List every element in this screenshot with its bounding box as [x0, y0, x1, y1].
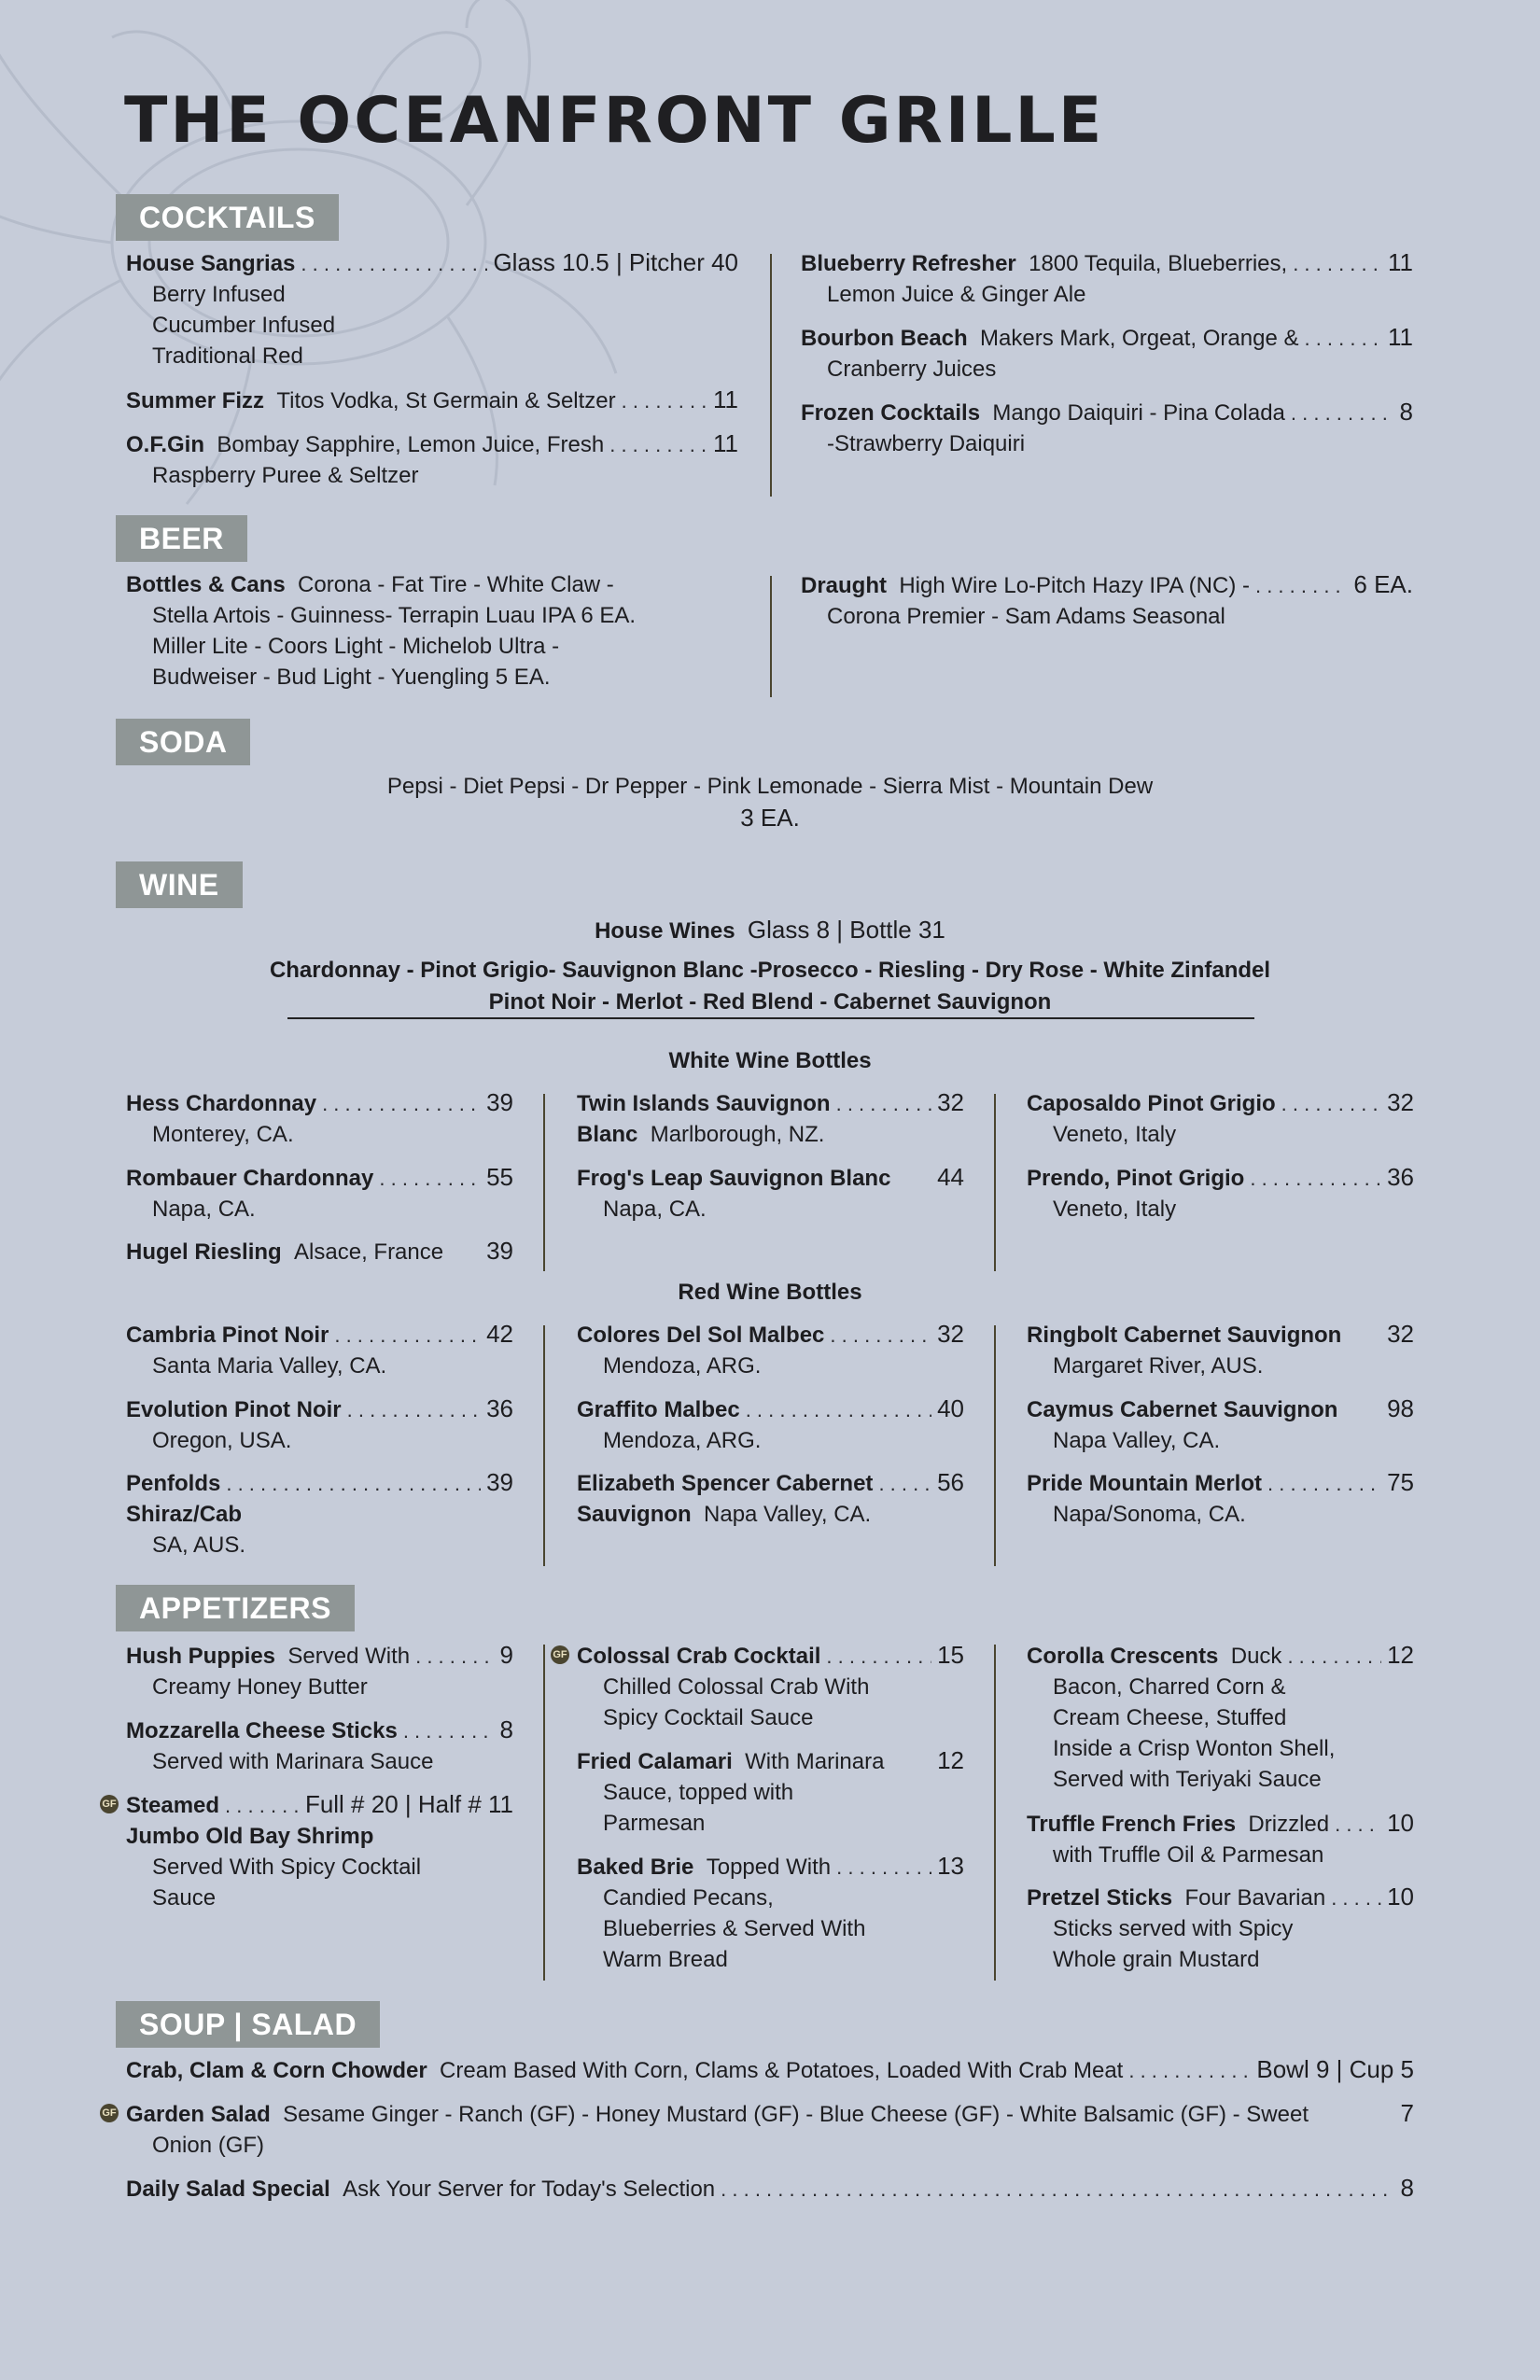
- item-price: Bowl 9 | Cup 5: [1256, 2055, 1414, 2083]
- menu-item-truffle-fries: [1027, 1808, 1414, 1870]
- item-description-cont: Sticks served with Spicy: [1053, 1916, 1294, 1941]
- item-name-cont: Sauvignon: [577, 1502, 692, 1527]
- section-header-cocktails: COCKTAILS: [116, 194, 339, 241]
- item-name: Graffito Malbec: [577, 1397, 740, 1422]
- item-price: 32: [1387, 1320, 1414, 1348]
- menu-item-chowder: [126, 2054, 1414, 2086]
- item-price: 12: [1387, 1641, 1414, 1669]
- column-divider: [994, 1325, 996, 1566]
- item-region: Napa, CA.: [152, 1197, 256, 1222]
- item-name: Crab, Clam & Corn Chowder: [126, 2058, 427, 2083]
- item-name: Penfolds: [126, 1471, 221, 1496]
- item-price: 15: [937, 1641, 964, 1669]
- item-description: Titos Vodka, St Germain & Seltzer: [276, 388, 616, 413]
- wine-item: [1027, 1319, 1414, 1381]
- item-description: Bombay Sapphire, Lemon Juice, Fresh: [217, 432, 605, 457]
- item-description-cont: Served with Teriyaki Sauce: [1053, 1767, 1322, 1792]
- menu-item-frozen-cocktails: [801, 397, 1413, 459]
- menu-item-draught: [801, 569, 1413, 632]
- item-description: Served With: [287, 1644, 411, 1669]
- section-header-soup-salad: SOUP | SALAD: [116, 2001, 380, 2048]
- item-price: 56: [937, 1468, 964, 1496]
- item-description-cont: -Strawberry Daiquiri: [827, 431, 1026, 456]
- menu-item-bourbon-beach: [801, 322, 1413, 385]
- item-name: Bottles & Cans: [126, 572, 286, 597]
- item-price: 39: [486, 1237, 513, 1265]
- item-name: Prendo, Pinot Grigio: [1027, 1166, 1245, 1191]
- item-description-cont: Whole grain Mustard: [1053, 1947, 1260, 1972]
- gluten-free-icon: GF: [100, 1795, 119, 1813]
- item-name: Pride Mountain Merlot: [1027, 1471, 1262, 1496]
- wine-item: [126, 1087, 513, 1150]
- item-price: 11: [1388, 248, 1413, 276]
- house-varietals-line-1: Chardonnay - Pinot Grigio- Sauvignon Blanc -Prosecco - Riesling - Dry Rose - White Zinfandel: [269, 958, 1271, 983]
- column-divider: [770, 254, 772, 497]
- item-price: 39: [486, 1088, 513, 1116]
- wine-item: [1027, 1467, 1414, 1530]
- item-description-cont: Spicy Cocktail Sauce: [603, 1705, 814, 1730]
- item-description-cont: Warm Bread: [603, 1947, 728, 1972]
- item-description: Makers Mark, Orgeat, Orange &: [980, 326, 1299, 351]
- column-divider: [994, 1094, 996, 1271]
- item-region: SA, AUS.: [152, 1533, 246, 1558]
- item-price: 9: [499, 1641, 513, 1669]
- item-region: Margaret River, AUS.: [1053, 1353, 1264, 1379]
- item-description-cont: Lemon Juice & Ginger Ale: [827, 282, 1086, 307]
- item-price: 32: [937, 1320, 964, 1348]
- item-region: Napa/Sonoma, CA.: [1053, 1502, 1246, 1527]
- item-price: 6 EA.: [1353, 570, 1413, 598]
- wine-item: [1027, 1393, 1414, 1456]
- item-name: Summer Fizz: [126, 388, 265, 413]
- soda-list: Pepsi - Diet Pepsi - Dr Pepper - Pink Lemonade - Sierra Mist - Mountain Dew: [386, 774, 1154, 799]
- item-name: Elizabeth Spencer Cabernet: [577, 1471, 874, 1496]
- item-name: Rombauer Chardonnay: [126, 1166, 374, 1191]
- item-description-cont: Miller Lite - Coors Light - Michelob Ultra -: [152, 634, 560, 659]
- item-description-cont: Budweiser - Bud Light - Yuengling 5 EA.: [152, 665, 551, 690]
- menu-item-hush-puppies: [126, 1640, 513, 1702]
- wine-item: [577, 1319, 964, 1381]
- gluten-free-icon: GF: [551, 1645, 569, 1664]
- wine-item: [577, 1467, 964, 1530]
- item-name-cont: Jumbo Old Bay Shrimp: [126, 1824, 374, 1849]
- item-name: Mozzarella Cheese Sticks: [126, 1718, 398, 1743]
- restaurant-title: THE OCEANFRONT GRILLE: [124, 84, 1105, 158]
- item-description-cont: Corona Premier - Sam Adams Seasonal: [827, 604, 1225, 629]
- item-name: Hugel Riesling: [126, 1239, 282, 1265]
- item-description-cont: Candied Pecans,: [603, 1885, 774, 1911]
- item-description-cont: Sauce: [152, 1885, 217, 1911]
- item-price: 36: [1387, 1163, 1414, 1191]
- column-divider: [770, 576, 772, 697]
- wine-item: [577, 1087, 964, 1150]
- item-region: Mendoza, ARG.: [603, 1353, 762, 1379]
- item-description: Topped With: [706, 1855, 832, 1880]
- house-wines: [126, 915, 1414, 946]
- item-price: 13: [937, 1852, 964, 1880]
- item-price: 44: [937, 1163, 964, 1191]
- item-name: Garden Salad: [126, 2102, 271, 2127]
- item-description-cont: Cranberry Juices: [827, 357, 997, 382]
- item-option: Cucumber Infused: [152, 313, 336, 338]
- wine-item: [126, 1467, 513, 1561]
- item-description-cont: Onion (GF): [152, 2133, 265, 2158]
- item-region: Santa Maria Valley, CA.: [152, 1353, 387, 1379]
- item-price: 32: [1387, 1088, 1414, 1116]
- item-price: 8: [499, 1715, 513, 1743]
- menu-item-garden-salad: [126, 2098, 1414, 2161]
- item-description-cont: Inside a Crisp Wonton Shell,: [1053, 1736, 1336, 1761]
- item-name: Cambria Pinot Noir: [126, 1323, 329, 1348]
- item-name: Caymus Cabernet Sauvignon: [1027, 1397, 1338, 1422]
- item-name: Hush Puppies: [126, 1644, 276, 1669]
- item-price: 11: [713, 429, 738, 457]
- item-description: With Marinara: [745, 1749, 885, 1774]
- item-name: Fried Calamari: [577, 1749, 733, 1774]
- item-price: 11: [713, 385, 738, 413]
- item-description: Sesame Ginger - Ranch (GF) - Honey Mustard (GF) - Blue Cheese (GF) - White Balsamic (GF) - Sweet: [283, 2102, 1309, 2127]
- menu-item-house-sangrias: [126, 247, 738, 371]
- item-name: Daily Salad Special: [126, 2177, 330, 2202]
- column-divider: [543, 1325, 545, 1566]
- item-region: Napa Valley, CA.: [704, 1502, 872, 1527]
- item-region: Alsace, France: [294, 1239, 444, 1265]
- item-name: Steamed: [126, 1793, 220, 1818]
- item-description-cont: Served With Spicy Cocktail: [152, 1855, 422, 1880]
- item-name: Colossal Crab Cocktail: [577, 1644, 821, 1669]
- menu-item-summer-fizz: [126, 385, 738, 416]
- item-name: Ringbolt Cabernet Sauvignon: [1027, 1323, 1342, 1348]
- item-name: Baked Brie: [577, 1855, 694, 1880]
- item-description-cont: with Truffle Oil & Parmesan: [1053, 1842, 1324, 1868]
- menu-item-bottles-cans: [126, 569, 742, 693]
- item-description-cont: Raspberry Puree & Seltzer: [152, 463, 419, 488]
- red-wine-heading: Red Wine Bottles: [678, 1280, 862, 1305]
- item-name: Caposaldo Pinot Grigio: [1027, 1091, 1276, 1116]
- item-description: 1800 Tequila, Blueberries,: [1029, 251, 1288, 276]
- item-description-cont: Chilled Colossal Crab With: [603, 1674, 870, 1700]
- column-divider: [543, 1094, 545, 1271]
- item-option: Traditional Red: [152, 343, 303, 369]
- gluten-free-icon: GF: [100, 2104, 119, 2122]
- item-region: Mendoza, ARG.: [603, 1428, 762, 1453]
- item-price: 55: [486, 1163, 513, 1191]
- wine-item: [1027, 1087, 1414, 1150]
- menu-item-steamed-shrimp: [126, 1789, 513, 1913]
- item-name: Frog's Leap Sauvignon Blanc: [577, 1166, 891, 1191]
- item-price: Full # 20 | Half # 11: [304, 1790, 513, 1818]
- wine-divider: [287, 1017, 1254, 1019]
- item-name: Pretzel Sticks: [1027, 1885, 1173, 1911]
- menu-item-fried-calamari: [577, 1745, 964, 1839]
- item-price: 98: [1387, 1394, 1414, 1422]
- item-name: Blueberry Refresher: [801, 251, 1016, 276]
- item-name: Colores Del Sol Malbec: [577, 1323, 825, 1348]
- item-name-cont: Shiraz/Cab: [126, 1502, 243, 1527]
- item-name: House Wines: [595, 918, 735, 944]
- wine-item: [577, 1162, 964, 1225]
- item-description-cont: Stella Artois - Guinness- Terrapin Luau IPA 6 EA.: [152, 603, 637, 628]
- item-region: Veneto, Italy: [1053, 1197, 1177, 1222]
- item-description-cont: Sauce, topped with: [603, 1780, 794, 1805]
- soda-price: 3 EA.: [740, 804, 800, 832]
- menu-item-mozzarella-sticks: [126, 1715, 513, 1777]
- item-price: 12: [937, 1746, 964, 1774]
- item-description: Mango Daiquiri - Pina Colada: [992, 400, 1285, 426]
- wine-item: [126, 1236, 513, 1267]
- item-price: 8: [1399, 398, 1413, 426]
- wine-item: [126, 1162, 513, 1225]
- section-header-appetizers: APPETIZERS: [116, 1585, 355, 1631]
- item-price: Glass 8 | Bottle 31: [747, 916, 945, 944]
- section-header-soda: SODA: [116, 719, 250, 765]
- item-description-cont: Cream Cheese, Stuffed: [1053, 1705, 1287, 1730]
- house-varietals-line-2: Pinot Noir - Merlot - Red Blend - Cabernet Sauvignon: [488, 989, 1052, 1015]
- menu-item-baked-brie: [577, 1851, 964, 1975]
- wine-item: [577, 1393, 964, 1456]
- item-price: 75: [1387, 1468, 1414, 1496]
- item-price: 10: [1387, 1809, 1414, 1837]
- item-region: Napa, CA.: [603, 1197, 707, 1222]
- item-description: High Wire Lo-Pitch Hazy IPA (NC) -: [899, 573, 1250, 598]
- item-price: 36: [486, 1394, 513, 1422]
- item-region: Monterey, CA.: [152, 1122, 294, 1147]
- item-name: Draught: [801, 573, 887, 598]
- item-description: Four Bavarian: [1184, 1885, 1326, 1911]
- item-name: Twin Islands Sauvignon: [577, 1091, 831, 1116]
- white-wine-heading: White Wine Bottles: [668, 1048, 872, 1073]
- column-divider: [994, 1645, 996, 1981]
- item-price: 40: [937, 1394, 964, 1422]
- item-description-cont: Parmesan: [603, 1811, 706, 1836]
- item-name: Hess Chardonnay: [126, 1091, 317, 1116]
- wine-item: [1027, 1162, 1414, 1225]
- menu-item-daily-salad: [126, 2173, 1414, 2205]
- item-price: 42: [486, 1320, 513, 1348]
- item-name: House Sangrias: [126, 251, 296, 276]
- item-description: Corona - Fat Tire - White Claw -: [298, 572, 614, 597]
- item-region: Oregon, USA.: [152, 1428, 292, 1453]
- item-region: Marlborough, NZ.: [650, 1122, 825, 1147]
- item-name: Corolla Crescents: [1027, 1644, 1219, 1669]
- item-region: Napa Valley, CA.: [1053, 1428, 1221, 1453]
- menu-item-blueberry-refresher: [801, 247, 1413, 310]
- item-description-cont: Bacon, Charred Corn &: [1053, 1674, 1286, 1700]
- item-name-cont: Blanc: [577, 1122, 638, 1147]
- wine-item: [126, 1393, 513, 1456]
- menu-item-pretzel-sticks: [1027, 1882, 1414, 1975]
- menu-item-corolla-crescents: [1027, 1640, 1414, 1795]
- item-price: 11: [1388, 323, 1413, 351]
- item-price: 39: [486, 1468, 513, 1496]
- item-price: 8: [1400, 2174, 1414, 2202]
- item-price: 7: [1400, 2099, 1414, 2127]
- item-option: Berry Infused: [152, 282, 286, 307]
- item-name: Frozen Cocktails: [801, 400, 981, 426]
- item-name: Evolution Pinot Noir: [126, 1397, 342, 1422]
- item-price: 10: [1387, 1883, 1414, 1911]
- section-header-wine: WINE: [116, 861, 243, 908]
- item-description-cont: Blueberries & Served With: [603, 1916, 866, 1941]
- section-header-beer: BEER: [116, 515, 247, 562]
- item-description: Drizzled: [1248, 1812, 1330, 1837]
- item-region: Veneto, Italy: [1053, 1122, 1177, 1147]
- item-name: O.F.Gin: [126, 432, 204, 457]
- item-description-cont: Served with Marinara Sauce: [152, 1749, 434, 1774]
- item-name: Bourbon Beach: [801, 326, 968, 351]
- item-price: Glass 10.5 | Pitcher 40: [493, 248, 738, 276]
- column-divider: [543, 1645, 545, 1981]
- item-description: Ask Your Server for Today's Selection: [343, 2177, 716, 2202]
- wine-item: [126, 1319, 513, 1381]
- menu-item-colossal-crab-cocktail: [577, 1640, 964, 1733]
- item-description-cont: Creamy Honey Butter: [152, 1674, 368, 1700]
- menu-item-ofgin: [126, 428, 738, 491]
- item-name: Truffle French Fries: [1027, 1812, 1237, 1837]
- item-description: Duck: [1230, 1644, 1282, 1669]
- item-price: 32: [937, 1088, 964, 1116]
- item-description: Cream Based With Corn, Clams & Potatoes, Loaded With Crab Meat: [440, 2058, 1124, 2083]
